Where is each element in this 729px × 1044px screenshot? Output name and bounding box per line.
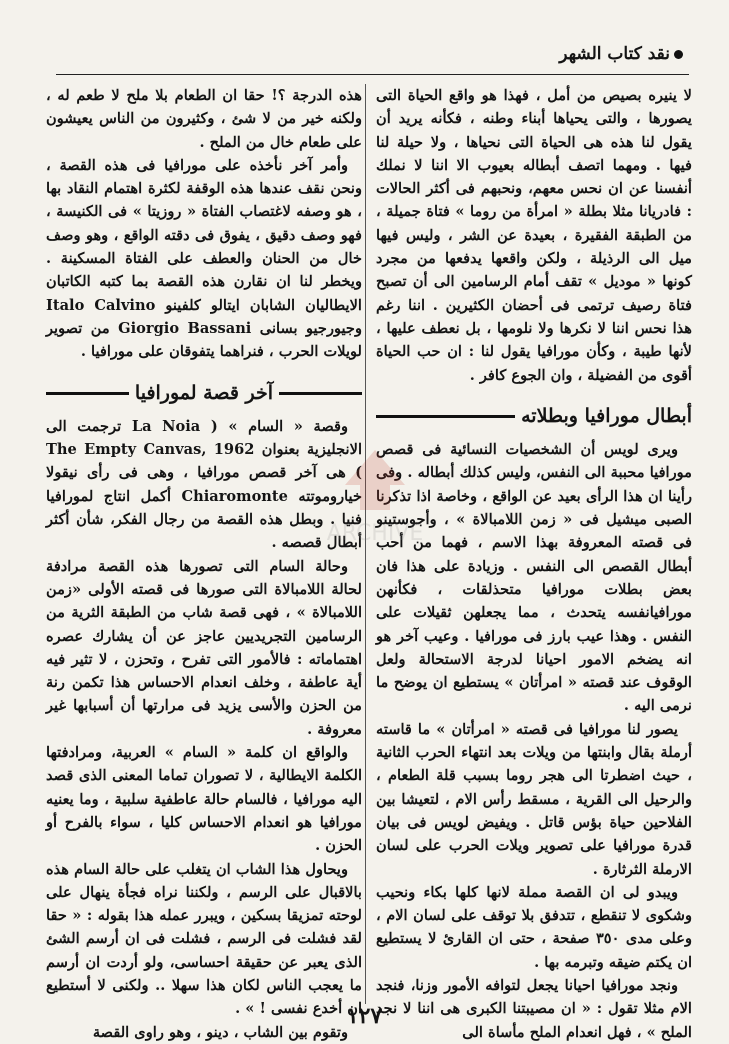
section-title: آخر قصة لمورافيا [134,381,274,404]
page-number: ١٢٧ [346,1003,383,1029]
paragraph: ويحاول هذا الشاب ان يتغلب على حالة السام هذه بالاقبال على الرسم ، ولكننا نراه فجأة ينهال على لوحته تمزيقا بسكين ، ويبرر عمله هذا بقوله : « حقا لقد فشلت فى الرسم ، فشلت فى ان أرسم الشئ الذى يعبر عن حقيقة احساسى، ولو أردت ان أرسم ما يعجب الناس لكان هذا سهلا .. ولكنى لا أستطيع ان أخدع نفسى ! » . [46,860,362,1018]
header-rule [56,74,689,75]
paragraph: ويرى لويس أن الشخصيات النسائية فى قصص مورافيا محببة الى النفس، وليس كذلك أبطاله . وفى رأينا ان هذا الرأى بعيد عن الواقع ، وخاصة اذا تذكرنا الصبى ميشيل فى « زمن اللامبالاة » ، وأجوستينو فى قصته المعروفة بهذا الاسم ، فهما من أحب أبطال القصص الى النفس . وزيادة على هذا فان بعض بطلات مورافيا متحذلقات ، فكأنهن مورافيانفسه يتحدث ، مما يجعلهن ثقيلات على النفس . وهذا عيب بارز فى مورافيا . وعيب آخر هو انه يضخم الامور احيانا لدرجة الاستحالة ولعل الوقوف عند قصته « امرأتان » يستطيع ان يوضح ما نرمى اليه . [376,441,692,715]
paragraph: وحالة السام التى تصورها هذه القصة مرادفة لحالة اللامبالاة التى صورها فى قصته الأولى «زمن اللامبالاة » ، فهى قصة شاب من الطبقة الثرية من الرسامين التجريديين عاجز عن أن يشارك عصره اهتماماته : فالأمور التى تفرح ، وتحزن ، لا تثير فيه أية عاطفة ، وخلف انعدام الاحساس هذا تكمن رنة من الحزن والأسى يزيد فى مرارتها أن أسبابها غير معروفة . [46,557,362,738]
paragraph: ونجد مورافيا احيانا يجعل لتوافه الأمور وزنا، فنجد الام مثلا تقول : « ان مصيبتنا الكبرى هى اننا لا نجد الملح » ، فهل انعدام الملح مأساة الى [376,976,692,1041]
heading-rule [279,392,362,395]
heading-rule [376,415,515,418]
section-heading [376,405,692,428]
left-column [46,84,362,1044]
section-title: أبطال مورافيا وبطلاته [521,404,692,427]
paragraph: وأمر آخر نأخذه على مورافيا فى هذه القصة ، ونحن نقف عندها هذه الوقفة لكثرة اهتمام النقاد بها ، هو وصفه لاغتصاب الفتاة « روزيتا » فى الكنيسة ، فهو وصف دقيق ، يفوق فى دقته الواقع ، وهو وصف خال من الحنان والعطف على الفتاة المسكينة . ويخطر لنا ان نقارن هذه القصة بما كتبه الكاتبان الايطاليان الشابان ايتالو كلفينو Italo Calvino وجيورجيو بسانى Giorgio Bassani من تصوير لويلات الحرب ، فنراهما يتفوقان على مورافيا . [46,156,362,361]
page-header [559,44,683,64]
right-column [376,84,692,1044]
paragraph: هذه الدرجة ؟! حقا ان الطعام بلا ملح لا طعم له ، ولكنه خير من لا شئ ، وكثيرون من الناس يعيشون على طعام خال من الملح . [46,87,362,151]
paragraph: وتقوم بين الشاب ، دينو ، وهو راوى القصة [92,1023,348,1041]
section-heading [46,382,362,405]
paragraph: وقصة « السام » ( La Noia ترجمت الى الانجليزية بعنوان The Empty Canvas, 1962 ) هى آخر قصص مورافيا ، وهى فى رأى نيقولا خياروموتته Chiaromonte أكمل انتاج لمورافيا فنيا . وبطل هذه القصة من رجال الفكر، شأن أكثر أبطال قصصه . [46,417,362,552]
header-title: نقد كتاب الشهر [559,44,670,64]
paragraph: يصور لنا مورافيا فى قصته « امرأتان » ما قاسته أرملة بقال وابنتها من ويلات بعد انتهاء الحرب الثانية ، حيث اضطرتا الى هجر روما بسبب قلة الطعام ، والرحيل الى القرية ، مسقط رأس الام ، لتعيشا بين الفلاحين حياة بؤس قاتل . ويفيض لويس فى بيان قدرة مورافيا على تصوير ويلات الحرب على لسان الارملة الثرثارة . [376,720,692,878]
paragraph: ويبدو لى ان القصة مملة لانها كلها بكاء ونحيب وشكوى لا تنقطع ، تتدفق بلا توقف على لسان الام ، وعلى مدى ٣٥٠ صفحة ، حتى ان القارئ لا يستطيع ان يكتم ضيقه وتبرمه بها . [376,883,693,971]
heading-rule [46,392,129,395]
paragraph: والواقع ان كلمة « السام » العربية، ومرادفتها الكلمة الايطالية ، لا تصوران تماما المعنى الذى قصد اليه مورافيا ، فالسام حالة عاطفية سلبية ، وما يعنيه مورافيا هو انعدام الاحساس كليا ، سواء بالفرح أو الحزن . [46,744,362,855]
watermark-text: ARCHIVE [326,521,424,546]
paragraph: لا ينيره بصيص من أمل ، فهذا هو واقع الحياة التى يصورها ، والتى يحياها أبناء وطنه ، فكأنه يريد أن يقول لنا هذه هى الحياة التى نحياها ، ولا حيلة لنا فيها . ومهما اتصف أبطاله بعيوب الا اننا لا نملك أنفسنا عن ان نحس معهم، ونحبهم فى أكثر الحالات : فادريانا مثلا بطلة « امرأة من روما » فتاة جميلة ، من الطبقة الفقيرة ، بعيدة عن الشر ، وليس فيها ميل الى الرذيلة ، ولكن واقعها يدفعها من مجرد كونها « موديل » تقف أمام الرسامين الى أن تصبح فتاة رصيف ترتمى فى أحضان الكثيرين . اننا رغم هذا نحس اننا لا نكرها ولا نلومها ، بل نعطف عليها ، لأنها طيبة ، وكأن مورافيا يقول لنا : ان حب الحياة أقوى من الفضيلة ، وان الجوع كافر . [376,87,692,384]
column-divider [365,84,366,1004]
bullet-icon [674,50,683,59]
